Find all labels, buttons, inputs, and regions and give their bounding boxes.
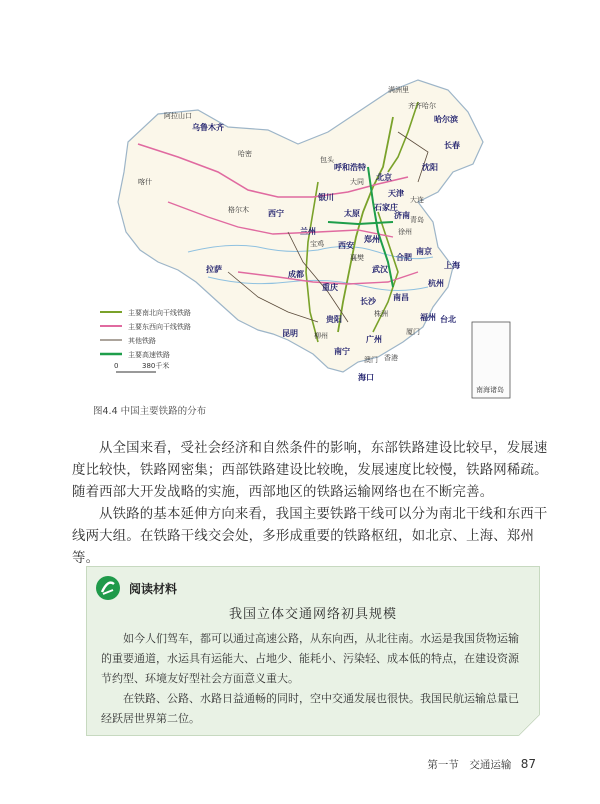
inset-label: 南海诸岛	[476, 386, 504, 394]
legend-label: 主要高速铁路	[128, 351, 170, 359]
scale-zero-label: 0	[114, 362, 119, 370]
body-paragraph: 从全国来看，受社会经济和自然条件的影响，东部铁路建设比较早，发展速度比较快，铁路网密集；西部铁路建设比较晚，发展速度比较慢，铁路网稀疏。随着西部大开发战略的实施，西部地区的铁路运输网络也在不断完善。	[72, 441, 548, 500]
body-paragraph: 从铁路的基本延伸方向来看，我国主要铁路干线可以分为南北干线和东西干线两大组。在铁路干线交会处，多形成重要的铁路枢纽，如北京、上海、郑州等。	[72, 507, 548, 566]
city-label: 乌鲁木齐	[192, 123, 224, 132]
city-label: 香港	[384, 354, 398, 362]
footer-section: 第一节 交通运输	[427, 759, 512, 771]
reading-box-paragraph: 在铁路、公路、水路日益通畅的同时，空中交通发展也很快。我国民航运输总量已经跃居世界第二位。	[101, 692, 519, 725]
city-label: 福州	[420, 313, 436, 322]
city-label: 合肥	[396, 253, 412, 262]
figure-caption: 图4.4 中国主要铁路的分布	[93, 406, 207, 417]
city-label: 宝鸡	[310, 240, 324, 248]
city-label: 杭州	[428, 279, 444, 288]
city-label: 太原	[344, 209, 360, 218]
city-label: 长春	[444, 141, 460, 150]
reading-logo-icon	[95, 575, 121, 601]
city-label: 澳门	[364, 356, 378, 364]
city-label: 济南	[394, 211, 410, 220]
city-label: 厦门	[406, 328, 420, 336]
city-label: 长沙	[360, 297, 376, 306]
railway-map	[88, 72, 512, 402]
scale-label: 380千米	[142, 362, 170, 370]
city-label: 上海	[444, 261, 460, 270]
city-label: 重庆	[322, 283, 338, 292]
reading-box-title: 我国立体交通网络初具规模	[228, 607, 397, 622]
china-railway-map-graphic	[88, 72, 512, 402]
city-label: 大连	[410, 196, 424, 204]
city-label: 包头	[320, 156, 334, 164]
city-label: 哈密	[238, 150, 252, 158]
page-number: 87	[520, 757, 536, 771]
city-label: 西宁	[268, 209, 284, 218]
city-label: 拉萨	[206, 265, 222, 274]
city-label: 昆明	[282, 329, 298, 338]
city-label: 兰州	[300, 227, 316, 236]
city-label: 广州	[366, 335, 382, 344]
page-footer	[427, 757, 536, 772]
city-label: 株洲	[374, 310, 388, 318]
city-label: 徐州	[398, 228, 412, 236]
city-label: 大同	[350, 178, 364, 186]
city-label: 贵阳	[326, 315, 342, 324]
reading-box-paragraph: 如今人们驾车，都可以通过高速公路，从东向西，从北往南。水运是我国货物运输的重要通道，水运具有运能大、占地少、能耗小、污染轻、成本低的特点，在建设资源节约型、环境友好型社会方面意义重大。	[101, 632, 519, 685]
city-label: 哈尔滨	[434, 115, 458, 124]
city-label: 郑州	[364, 235, 380, 244]
city-label: 齐齐哈尔	[408, 102, 436, 110]
legend-label: 主要东西向干线铁路	[128, 323, 191, 331]
city-label: 呼和浩特	[334, 163, 366, 172]
city-label: 南宁	[334, 347, 350, 356]
reading-material-box	[86, 566, 540, 736]
city-label: 南京	[416, 247, 432, 256]
city-label: 青岛	[410, 216, 424, 224]
city-label: 格尔木	[228, 206, 249, 214]
legend-label: 其他铁路	[128, 337, 156, 345]
city-label: 满洲里	[388, 86, 409, 94]
city-label: 喀什	[138, 178, 152, 186]
city-label: 成都	[288, 270, 304, 279]
city-label: 西安	[338, 241, 354, 250]
city-label: 南昌	[393, 293, 409, 302]
city-label: 石家庄	[374, 203, 398, 212]
city-label: 海口	[358, 373, 374, 382]
legend-label: 主要南北向干线铁路	[128, 309, 191, 317]
city-label: 北京	[376, 173, 392, 182]
reading-box-header: 阅读材料	[129, 582, 178, 596]
city-label: 银川	[318, 193, 334, 202]
city-label: 沈阳	[422, 163, 438, 172]
city-label: 武汉	[372, 265, 388, 274]
page-fold-edge	[518, 714, 540, 736]
city-label: 台北	[440, 315, 456, 324]
city-label: 天津	[388, 189, 404, 198]
city-label: 柳州	[314, 332, 328, 340]
map-legend	[100, 308, 191, 372]
city-label: 襄樊	[350, 254, 364, 262]
city-label: 阿拉山口	[164, 112, 192, 120]
